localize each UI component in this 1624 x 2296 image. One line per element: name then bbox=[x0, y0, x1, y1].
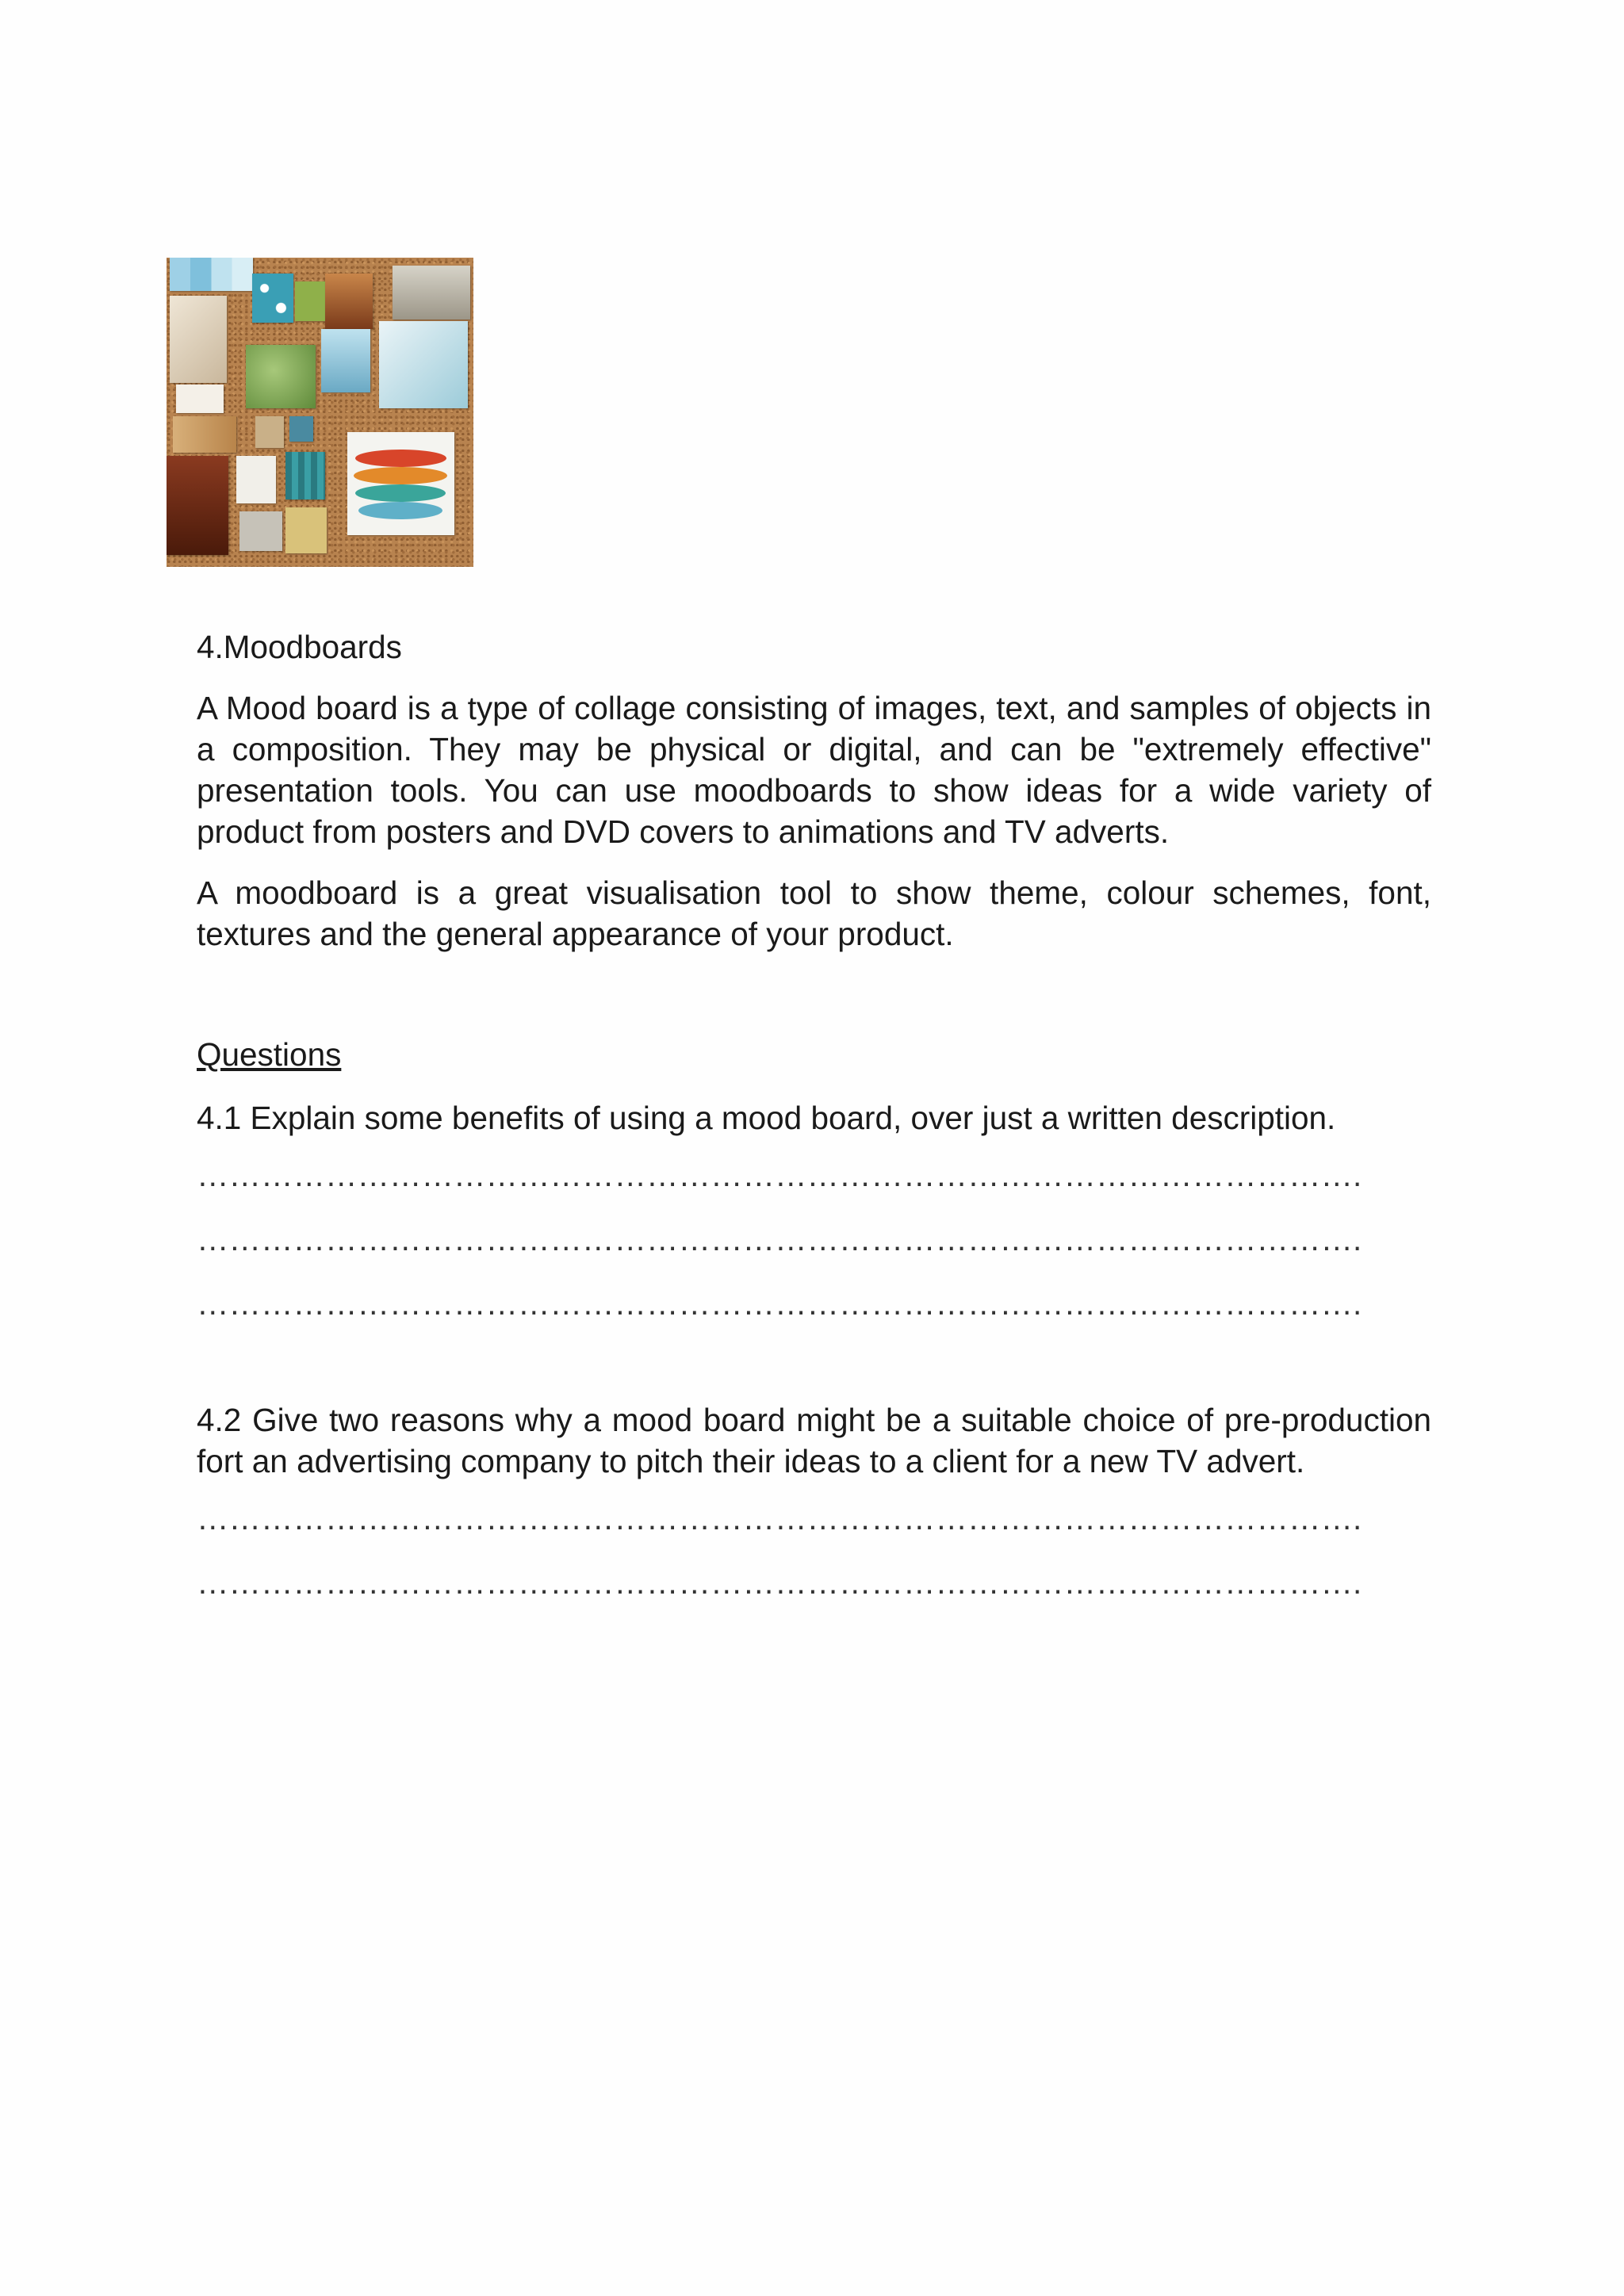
bathroom-photo bbox=[379, 321, 468, 408]
answer-line[interactable]: ………………………………………………………………………………………………. bbox=[197, 1285, 1362, 1322]
intro-paragraph: A Mood board is a type of collage consisting of images, text, and samples of objects in a composition. They may be physical or digital, and can be "extremely effective" presentation tools. You can use moodboards to show ideas for a wide variety of product from posters and DVD covers to animations and TV adverts. bbox=[197, 690, 1431, 850]
furniture-photo bbox=[325, 274, 373, 329]
plant-photo bbox=[246, 345, 316, 408]
visualisation-paragraph: A moodboard is a great visualisation tool to show theme, colour schemes, font, textures and the general appearance of your product. bbox=[197, 874, 1431, 952]
fabric-sample-teal bbox=[252, 274, 293, 323]
questions-label: Questions bbox=[197, 1036, 342, 1073]
moodboard-collage-image bbox=[167, 258, 473, 567]
tile-sample-teal bbox=[285, 452, 325, 499]
document-body bbox=[197, 626, 1431, 1626]
small-print-2 bbox=[289, 416, 313, 442]
lamp-photo bbox=[393, 266, 470, 320]
bowls-photo bbox=[347, 432, 454, 535]
wood-sample bbox=[173, 416, 236, 453]
answer-line[interactable]: ………………………………………………………………………………………………. bbox=[197, 1500, 1362, 1536]
section-heading: 4.Moodboards bbox=[197, 629, 402, 665]
answer-line[interactable]: ………………………………………………………………………………………………. bbox=[197, 1564, 1362, 1601]
grey-sample bbox=[239, 511, 282, 551]
yellow-sample bbox=[285, 507, 327, 553]
colour-sample-green bbox=[295, 281, 325, 321]
question-4-1: 4.1 Explain some benefits of using a mood board, over just a written description. bbox=[197, 1100, 1336, 1136]
answer-line[interactable]: ………………………………………………………………………………………………. bbox=[197, 1221, 1362, 1257]
answer-line[interactable]: ………………………………………………………………………………………………. bbox=[197, 1157, 1362, 1193]
colour-swatch-strip bbox=[170, 258, 253, 291]
note-card bbox=[176, 385, 224, 413]
cabinet-photo bbox=[167, 456, 228, 555]
window-photo bbox=[321, 329, 370, 392]
sketch-card bbox=[236, 456, 276, 503]
room-photo bbox=[170, 296, 227, 383]
question-4-2: 4.2 Give two reasons why a mood board might be a suitable choice of pre-production fort an advertising company to pitch their ideas to a client for a new TV advert. bbox=[197, 1402, 1431, 1479]
small-print-1 bbox=[255, 416, 284, 448]
